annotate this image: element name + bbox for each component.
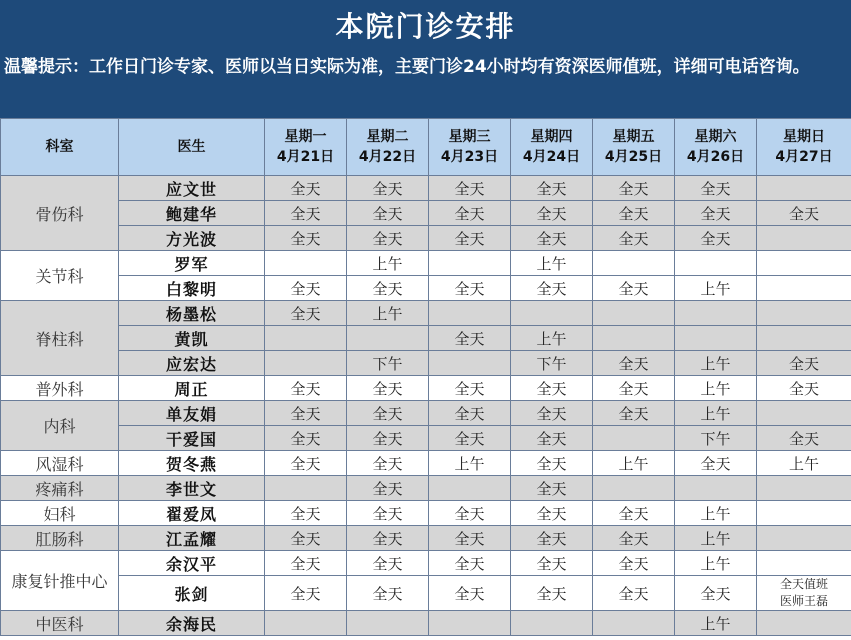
weekday-label: 星期六 xyxy=(694,129,737,145)
duty-note: 全天值班 xyxy=(779,577,828,591)
department-cell: 中医科 xyxy=(1,611,119,636)
table-row xyxy=(1,426,851,451)
date-label: 4月21日 xyxy=(276,149,335,165)
day-header xyxy=(347,119,429,176)
table-row xyxy=(1,526,851,551)
schedule-cell: 全天 xyxy=(265,576,347,611)
schedule-cell: 上午 xyxy=(429,451,511,476)
header-row xyxy=(1,119,851,176)
schedule-cell: 全天 xyxy=(429,226,511,251)
doctor-name-cell: 应宏达 xyxy=(119,351,265,376)
date-label: 4月23日 xyxy=(440,149,499,165)
schedule-cell xyxy=(593,251,675,276)
schedule-cell: 全天 xyxy=(511,226,593,251)
department-cell: 普外科 xyxy=(1,376,119,401)
schedule-cell: 全天 xyxy=(429,401,511,426)
schedule-cell: 全天 xyxy=(675,201,757,226)
schedule-cell xyxy=(265,351,347,376)
schedule-cell: 全天 xyxy=(511,401,593,426)
schedule-cell xyxy=(593,611,675,636)
schedule-cell: 全天 xyxy=(675,176,757,201)
schedule-cell: 全天 xyxy=(593,576,675,611)
schedule-cell: 全天 xyxy=(511,276,593,301)
schedule-cell: 上午 xyxy=(675,551,757,576)
schedule-cell xyxy=(429,351,511,376)
doctor-name-cell: 鲍建华 xyxy=(119,201,265,226)
weekday-label: 星期一 xyxy=(284,129,327,145)
schedule-cell: 全天 xyxy=(593,501,675,526)
schedule-cell: 全天 xyxy=(675,451,757,476)
schedule-cell: 全天 xyxy=(265,551,347,576)
schedule-cell: 全天 xyxy=(265,376,347,401)
schedule-cell: 全天 xyxy=(511,376,593,401)
table-row xyxy=(1,376,851,401)
department-cell: 疼痛科 xyxy=(1,476,119,501)
schedule-cell: 下午 xyxy=(511,351,593,376)
table-row xyxy=(1,576,851,611)
table-row xyxy=(1,501,851,526)
schedule-cell: 上午 xyxy=(675,611,757,636)
schedule-cell: 全天 xyxy=(265,526,347,551)
schedule-cell: 全天 xyxy=(347,476,429,501)
schedule-cell: 上午 xyxy=(511,251,593,276)
doctor-name-cell: 干爱国 xyxy=(119,426,265,451)
department-cell: 内科 xyxy=(1,401,119,451)
schedule-cell: 上午 xyxy=(593,451,675,476)
schedule-cell xyxy=(757,226,851,251)
schedule-cell: 上午 xyxy=(675,376,757,401)
table-row xyxy=(1,451,851,476)
schedule-cell xyxy=(675,326,757,351)
schedule-cell xyxy=(593,301,675,326)
department-cell: 康复针推中心 xyxy=(1,551,119,611)
page-title: 本院门诊安排 xyxy=(0,0,851,50)
schedule-cell: 全天 xyxy=(429,526,511,551)
doctor-name-cell: 杨墨松 xyxy=(119,301,265,326)
table-row xyxy=(1,301,851,326)
schedule-cell: 全天 xyxy=(429,551,511,576)
schedule-cell: 全天 xyxy=(511,576,593,611)
schedule-cell: 全天 xyxy=(593,401,675,426)
schedule-cell: 全天 xyxy=(429,426,511,451)
schedule-cell: 全天 xyxy=(265,401,347,426)
schedule-cell: 全天 xyxy=(429,276,511,301)
schedule-cell xyxy=(429,301,511,326)
schedule-cell: 全天 xyxy=(593,176,675,201)
table-row xyxy=(1,176,851,201)
schedule-cell: 全天 xyxy=(265,301,347,326)
schedule-cell: 全天 xyxy=(511,426,593,451)
day-header xyxy=(593,119,675,176)
schedule-cell xyxy=(675,476,757,501)
doctor-name-cell: 黄凯 xyxy=(119,326,265,351)
table-row xyxy=(1,476,851,501)
doctor-name-cell: 李世文 xyxy=(119,476,265,501)
schedule-cell xyxy=(757,576,851,611)
schedule-cell: 全天 xyxy=(675,226,757,251)
day-header xyxy=(757,119,851,176)
schedule-cell: 全天 xyxy=(265,451,347,476)
date-label: 4月22日 xyxy=(358,149,417,165)
date-label: 4月26日 xyxy=(686,149,745,165)
schedule-cell: 全天 xyxy=(429,376,511,401)
department-cell: 骨伤科 xyxy=(1,176,119,251)
schedule-cell xyxy=(757,301,851,326)
schedule-cell: 全天 xyxy=(347,176,429,201)
schedule-cell xyxy=(265,326,347,351)
schedule-cell xyxy=(757,526,851,551)
table-row xyxy=(1,351,851,376)
department-cell: 肛肠科 xyxy=(1,526,119,551)
schedule-cell xyxy=(511,301,593,326)
schedule-cell: 上午 xyxy=(347,251,429,276)
table-row xyxy=(1,401,851,426)
doctor-name-cell: 白黎明 xyxy=(119,276,265,301)
schedule-cell: 全天 xyxy=(511,476,593,501)
date-label: 4月27日 xyxy=(775,149,833,165)
doctor-name-cell: 余汉平 xyxy=(119,551,265,576)
schedule-cell: 全天 xyxy=(429,326,511,351)
weekday-label: 星期日 xyxy=(783,129,825,145)
doctor-name-cell: 单友娟 xyxy=(119,401,265,426)
date-label: 4月24日 xyxy=(522,149,581,165)
schedule-cell: 全天 xyxy=(593,551,675,576)
doctor-name-cell: 方光波 xyxy=(119,226,265,251)
schedule-cell xyxy=(429,251,511,276)
department-cell: 风湿科 xyxy=(1,451,119,476)
schedule-cell: 全天 xyxy=(511,501,593,526)
day-header xyxy=(675,119,757,176)
doctor-name-cell: 应文世 xyxy=(119,176,265,201)
day-header xyxy=(429,119,511,176)
schedule-cell xyxy=(429,476,511,501)
schedule-cell: 全天 xyxy=(265,201,347,226)
table-row xyxy=(1,226,851,251)
schedule-cell: 全天 xyxy=(593,226,675,251)
schedule-cell: 上午 xyxy=(675,401,757,426)
schedule-cell: 上午 xyxy=(675,276,757,301)
department-cell: 关节科 xyxy=(1,251,119,301)
schedule-cell xyxy=(265,251,347,276)
doctor-name-cell: 罗军 xyxy=(119,251,265,276)
day-header xyxy=(265,119,347,176)
doctor-name-cell: 江孟耀 xyxy=(119,526,265,551)
schedule-cell xyxy=(593,326,675,351)
table-row xyxy=(1,251,851,276)
department-cell: 脊柱科 xyxy=(1,301,119,376)
department-cell: 妇科 xyxy=(1,501,119,526)
schedule-cell: 全天 xyxy=(757,201,851,226)
schedule-cell: 全天 xyxy=(265,501,347,526)
schedule-cell: 下午 xyxy=(347,351,429,376)
schedule-cell: 全天 xyxy=(265,276,347,301)
schedule-cell: 全天 xyxy=(347,376,429,401)
schedule-cell: 上午 xyxy=(347,301,429,326)
notice-text: 温馨提示：工作日门诊专家、医师以当日实际为准，主要门诊24小时均有资深医师值班，详细可电话咨询。 xyxy=(0,50,851,118)
table-row xyxy=(1,551,851,576)
schedule-cell: 下午 xyxy=(675,426,757,451)
schedule-cell: 全天 xyxy=(429,176,511,201)
weekday-label: 星期四 xyxy=(530,129,573,145)
schedule-cell xyxy=(593,476,675,501)
schedule-cell xyxy=(675,301,757,326)
schedule-cell: 上午 xyxy=(675,351,757,376)
schedule-cell xyxy=(347,326,429,351)
table-row xyxy=(1,276,851,301)
schedule-cell: 全天 xyxy=(757,426,851,451)
schedule-cell: 上午 xyxy=(675,526,757,551)
schedule-cell: 全天 xyxy=(347,501,429,526)
schedule-cell: 上午 xyxy=(675,501,757,526)
schedule-cell xyxy=(347,611,429,636)
doctor-name-cell: 周正 xyxy=(119,376,265,401)
schedule-cell xyxy=(757,501,851,526)
schedule-cell xyxy=(757,476,851,501)
schedule-cell: 全天 xyxy=(511,551,593,576)
schedule-cell: 全天 xyxy=(347,201,429,226)
schedule-cell xyxy=(757,276,851,301)
schedule-cell: 全天 xyxy=(511,176,593,201)
schedule-cell: 全天 xyxy=(593,276,675,301)
schedule-cell xyxy=(757,251,851,276)
schedule-cell: 全天 xyxy=(593,376,675,401)
schedule-cell: 全天 xyxy=(593,201,675,226)
doctor-name-cell: 余海民 xyxy=(119,611,265,636)
day-header xyxy=(511,119,593,176)
table-row xyxy=(1,201,851,226)
weekday-label: 星期五 xyxy=(612,129,655,145)
schedule-cell: 全天 xyxy=(347,526,429,551)
weekday-label: 星期三 xyxy=(448,129,491,145)
schedule-cell xyxy=(511,611,593,636)
schedule-cell: 全天 xyxy=(347,426,429,451)
schedule-cell: 全天 xyxy=(347,276,429,301)
schedule-cell: 全天 xyxy=(347,551,429,576)
schedule-cell: 全天 xyxy=(265,176,347,201)
doctor-name-cell: 翟爱凤 xyxy=(119,501,265,526)
schedule-cell xyxy=(265,476,347,501)
schedule-cell: 全天 xyxy=(675,576,757,611)
schedule-cell xyxy=(757,176,851,201)
schedule-cell: 全天 xyxy=(265,226,347,251)
schedule-cell: 全天 xyxy=(429,501,511,526)
schedule-cell: 全天 xyxy=(347,226,429,251)
schedule-cell: 全天 xyxy=(593,526,675,551)
schedule-cell: 全天 xyxy=(511,526,593,551)
dept-header: 科室 xyxy=(1,119,119,176)
schedule-cell: 全天 xyxy=(347,401,429,426)
doctor-name-cell: 贺冬燕 xyxy=(119,451,265,476)
schedule-cell: 全天 xyxy=(757,376,851,401)
schedule-cell: 全天 xyxy=(429,576,511,611)
doctor-name-cell: 张剑 xyxy=(119,576,265,611)
weekday-label: 星期二 xyxy=(366,129,409,145)
table-row xyxy=(1,326,851,351)
schedule-cell xyxy=(757,401,851,426)
schedule-cell xyxy=(675,251,757,276)
duty-note: 医师王磊 xyxy=(779,594,828,608)
schedule-cell xyxy=(429,611,511,636)
schedule-cell: 全天 xyxy=(347,451,429,476)
schedule-cell: 全天 xyxy=(757,351,851,376)
schedule-cell: 全天 xyxy=(511,451,593,476)
schedule-cell: 全天 xyxy=(347,576,429,611)
doctor-header: 医生 xyxy=(119,119,265,176)
schedule-cell: 上午 xyxy=(757,451,851,476)
schedule-cell xyxy=(757,551,851,576)
schedule-cell xyxy=(265,611,347,636)
schedule-cell: 全天 xyxy=(511,201,593,226)
schedule-cell: 全天 xyxy=(429,201,511,226)
table-row xyxy=(1,611,851,636)
schedule-cell: 全天 xyxy=(593,351,675,376)
schedule-cell xyxy=(757,611,851,636)
schedule-cell: 上午 xyxy=(511,326,593,351)
schedule-cell xyxy=(757,326,851,351)
schedule-cell: 全天 xyxy=(265,426,347,451)
date-label: 4月25日 xyxy=(604,149,663,165)
schedule-table xyxy=(0,118,851,636)
schedule-cell xyxy=(593,426,675,451)
